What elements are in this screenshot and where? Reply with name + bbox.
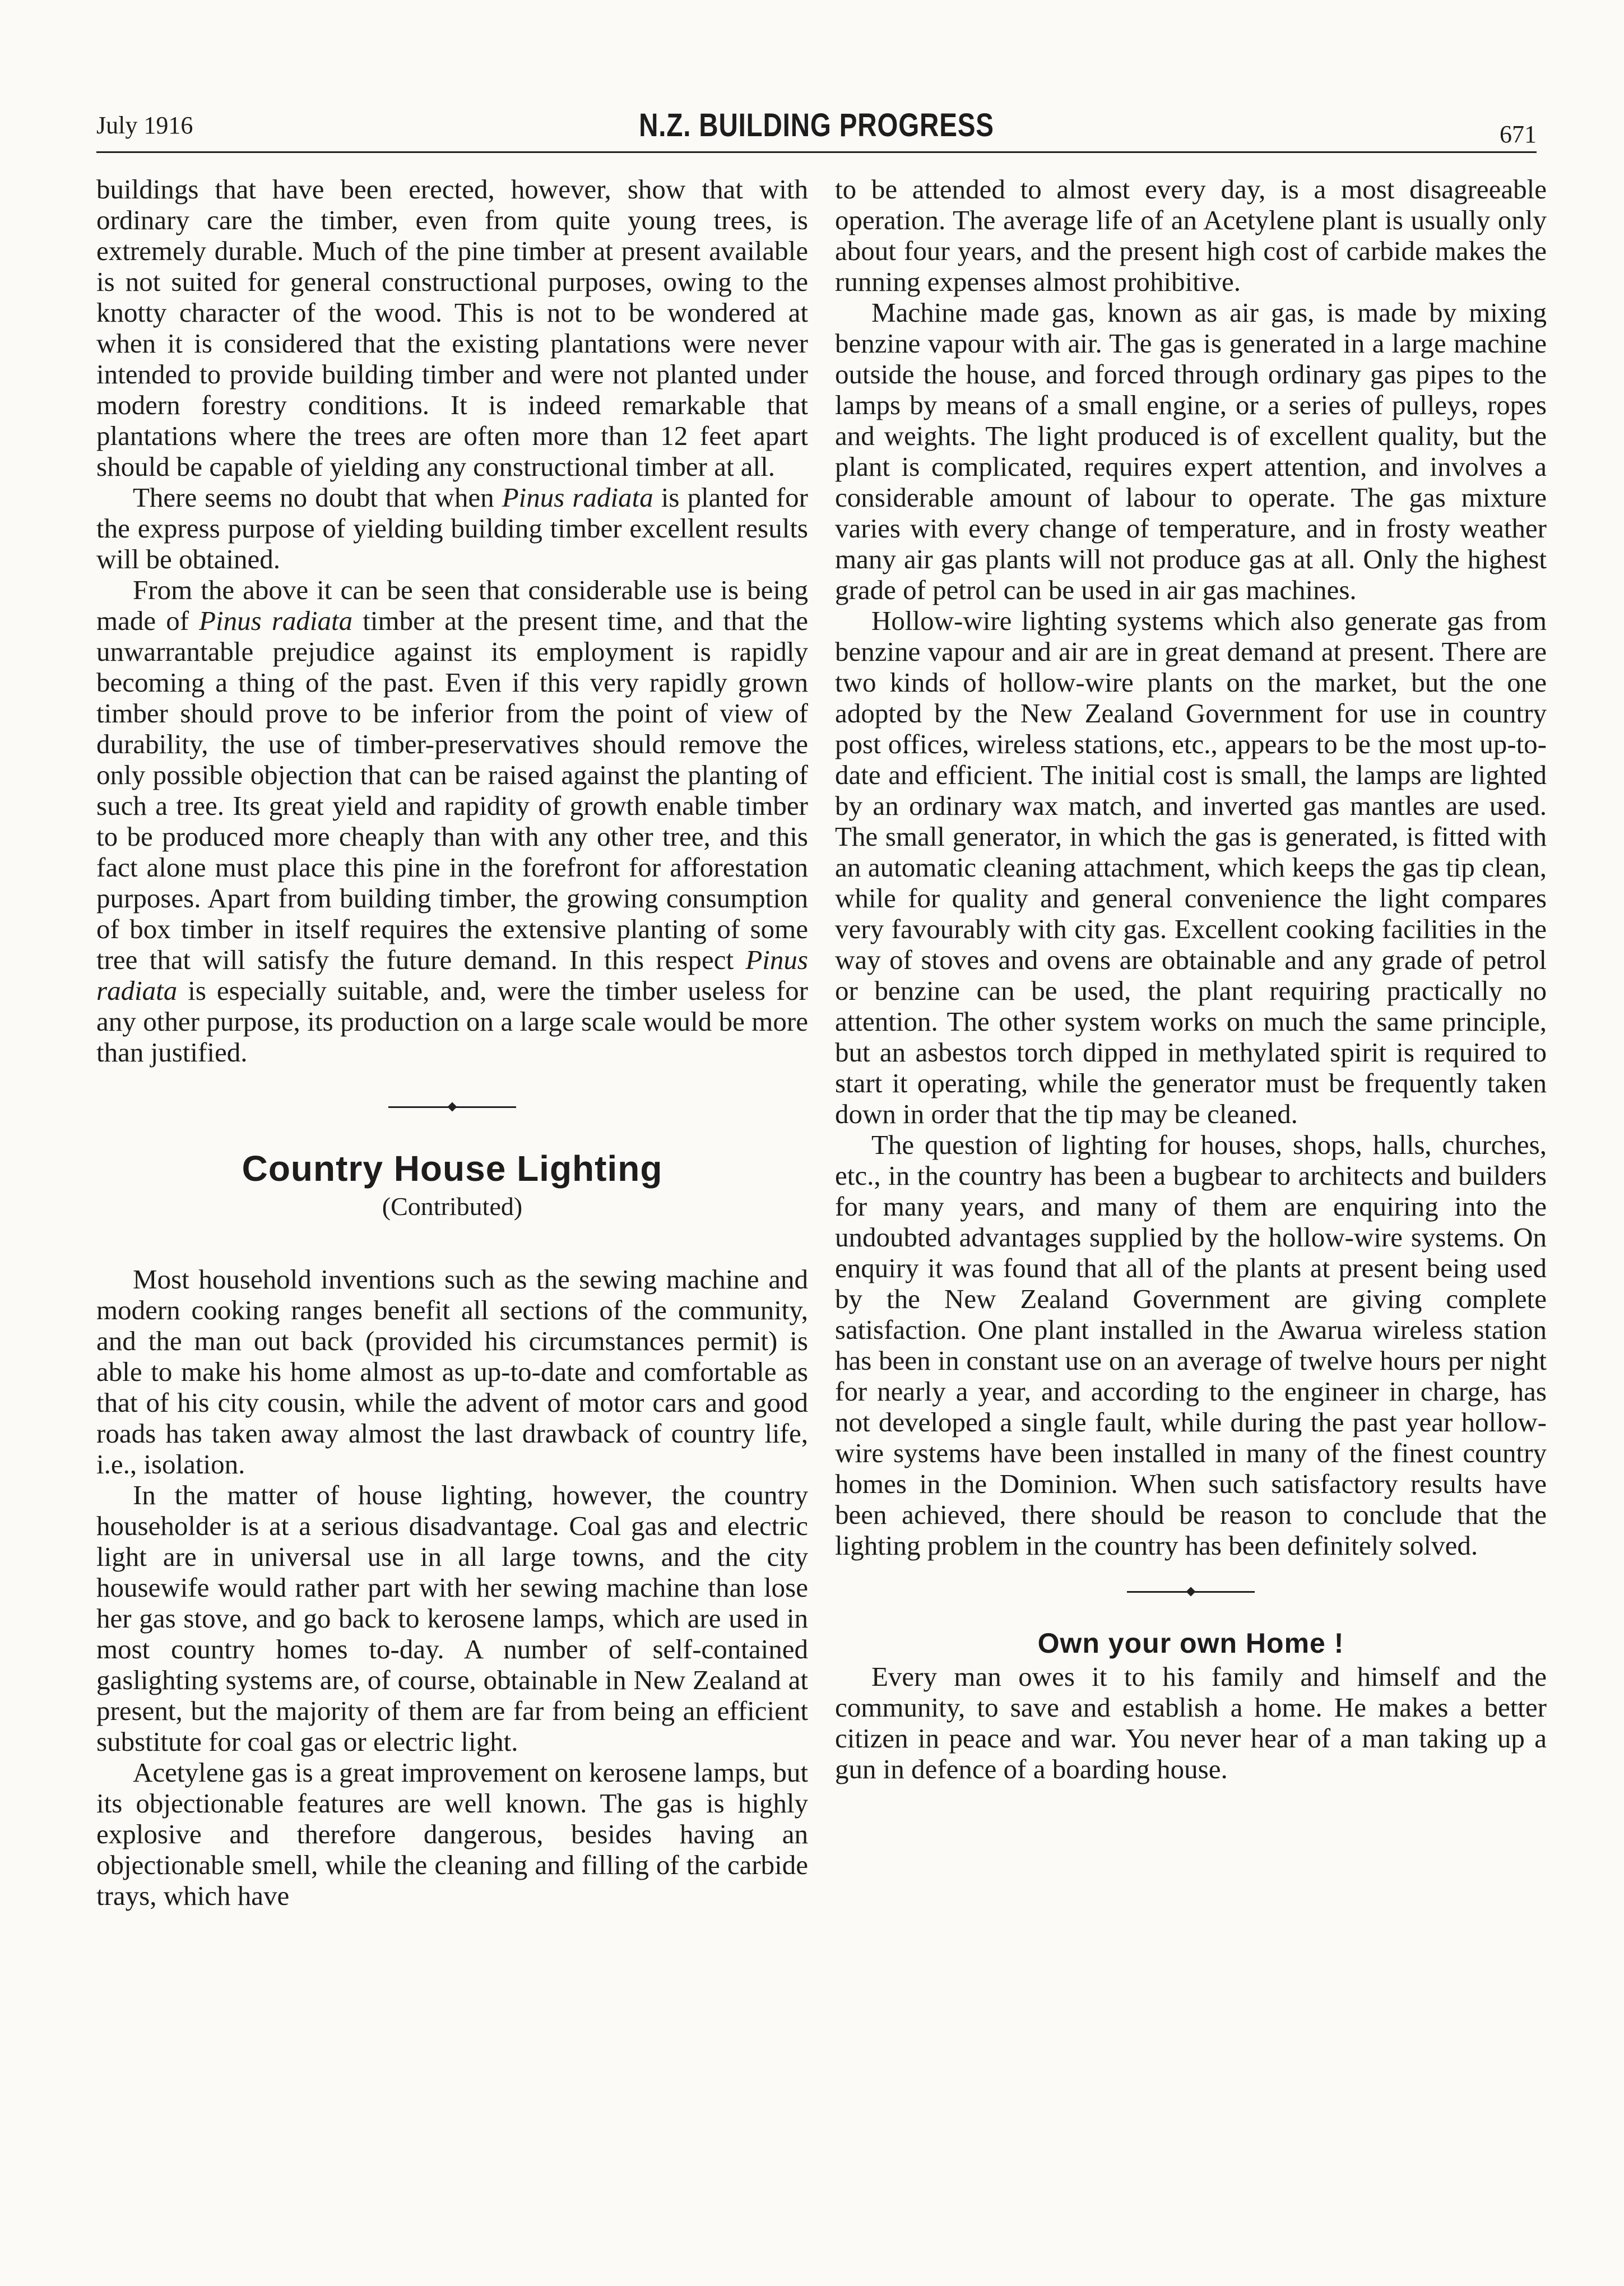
paragraph: From the above it can be seen that considerable use is being made of Pinus radiata timber at the present time, and that the unwarrantable prejudice against its employment is rapidly becoming a thing of the past. Even if this very rapidly grown timber should prove to be inferior from the point of view of durability, the use of timber-preservatives should remove the only possible objection that can be raised against the planting of such a tree. Its great yield and rapidity of growth enable timber to be produced more cheaply than with any other tree, and this fact alone must place this pine in the forefront for afforestation purposes. Apart from building timber, the growing consumption of box timber in itself requires the extensive planting of some tree that will satisfy the future demand. In this respect Pinus radiata is especially suitable, and, were the timber useless for any other purpose, its production on a large scale would be more than justified.	[96, 574, 808, 1068]
paragraph: Machine made gas, known as air gas, is made by mixing benzine vapour with air. The gas is generated in a large machine outside the house, and forced through ordinary gas pipes to the lamps by means of a small engine, or a series of pulleys, ropes and weights. The light produced is of excellent quality, but the plant is complicated, requires expert attention, and involves a considerable amount of labour to operate. The gas mixture varies with every change of temperature, and in frosty weather many air gas plants will not produce gas at all. Only the highest grade of petrol can be used in air gas machines.	[835, 297, 1547, 605]
paragraph: In the matter of house lighting, however, the country householder is at a serious disadvantage. Coal gas and electric light are in universal use in all large towns, and the city housewife would rather part with her sewing machine than lose her gas stove, and go back to kerosene lamps, which are used in most country homes to-day. A number of self-contained gaslighting systems are, of course, obtainable in New Zealand at present, but the majority of them are far from being an efficient substitute for coal gas or electric light.	[96, 1480, 808, 1757]
page-header	[96, 106, 1537, 151]
species-name: Pinus radiata	[96, 944, 808, 1006]
section-byline: (Contributed)	[382, 1192, 523, 1221]
paragraph: Acetylene gas is a great improvement on kerosene lamps, but its objectionable features are well known. The gas is highly explosive and therefore dangerous, besides having an objectionable smell, while the cleaning and filling of the carbide trays, which have	[96, 1757, 808, 1911]
page-number: 671	[1500, 120, 1537, 148]
section-divider	[96, 1090, 808, 1124]
header-rule	[96, 151, 1537, 153]
publication-title: N.Z. BUILDING PROGRESS	[639, 107, 994, 143]
section-title: Own your own Home !	[1037, 1627, 1344, 1659]
paragraph: The question of lighting for houses, shops, halls, churches, etc., in the country has been a bugbear to architects and builders for many years, and many of them are enquiring into the undoubted advantages supplied by the hollow-wire systems. On enquiry it was found that all of the plants at present being used by the New Zealand Government are giving complete satisfaction. One plant installed in the Awarua wireless station has been in constant use on an average of twelve hours per night for nearly a year, and according to the engineer in charge, has not developed a single fault, while during the past year hollow-wire systems have been installed in many of the finest country homes in the Dominion. When such satisfactory results have been achieved, there should be reason to conclude that the lighting problem in the country has been definitely solved.	[835, 1129, 1547, 1561]
right-column	[835, 174, 1547, 1784]
paragraph: to be attended to almost every day, is a most disagreeable operation. The average life of an Acetylene plant is usually only about four years, and the present high cost of carbide makes the running expenses almost prohibitive.	[835, 174, 1547, 297]
paragraph: Every man owes it to his family and himself and the community, to save and establish a home. He makes a better citizen in peace and war. You never hear of a man taking up a gun in defence of a boarding house.	[835, 1661, 1547, 1784]
paragraph: Hollow-wire lighting systems which also generate gas from benzine vapour and air are in great demand at present. There are two kinds of hollow-wire plants on the market, but the one adopted by the New Zealand Government for use in country post offices, wireless stations, etc., appears to be the most up-to-date and efficient. The initial cost is small, the lamps are lighted by an ordinary wax match, and inverted gas mantles are used. The small generator, in which the gas is generated, is fitted with an automatic cleaning attachment, which keeps the gas tip clean, while for quality and general convenience the light compares very favourably with city gas. Excellent cooking facilities in the way of stoves and ovens are obtainable and any grade of petrol or benzine can be used, the plant requiring practically no attention. The other system works on much the same principle, but an asbestos torch dipped in methylated spirit is required to start it operating, while the generator must be frequently taken down in order that the tip may be cleaned.	[835, 605, 1547, 1129]
issue-date: July 1916	[96, 112, 193, 139]
species-name: Pinus radiata	[502, 482, 653, 513]
paragraph: Most household inventions such as the sewing machine and modern cooking ranges benefit all sections of the community, and the man out back (provided his circumstances permit) is able to make his home almost as up-to-date and comfortable as that of his city cousin, while the advent of motor cars and good roads has taken away almost the last drawback of country life, i.e., isolation.	[96, 1264, 808, 1480]
left-column	[96, 174, 808, 1911]
paragraph: There seems no doubt that when Pinus radiata is planted for the express purpose of yielding building timber excellent results will be obtained.	[96, 482, 809, 574]
section-divider	[835, 1575, 1547, 1608]
section-title: Country House Lighting	[242, 1148, 663, 1189]
paragraph: buildings that have been erected, however, show that with ordinary care the timber, even from quite young trees, is extremely durable. Much of the pine timber at present available is not suited for general constructional purposes, owing to the knotty character of the wood. This is not to be wondered at when it is considered that the existing plantations were never intended to provide building timber and were not planted under modern forestry conditions. It is indeed remarkable that plantations where the trees are often more than 12 feet apart should be capable of yielding any constructional timber at all.	[96, 174, 808, 482]
species-name: Pinus radiata	[199, 605, 353, 636]
